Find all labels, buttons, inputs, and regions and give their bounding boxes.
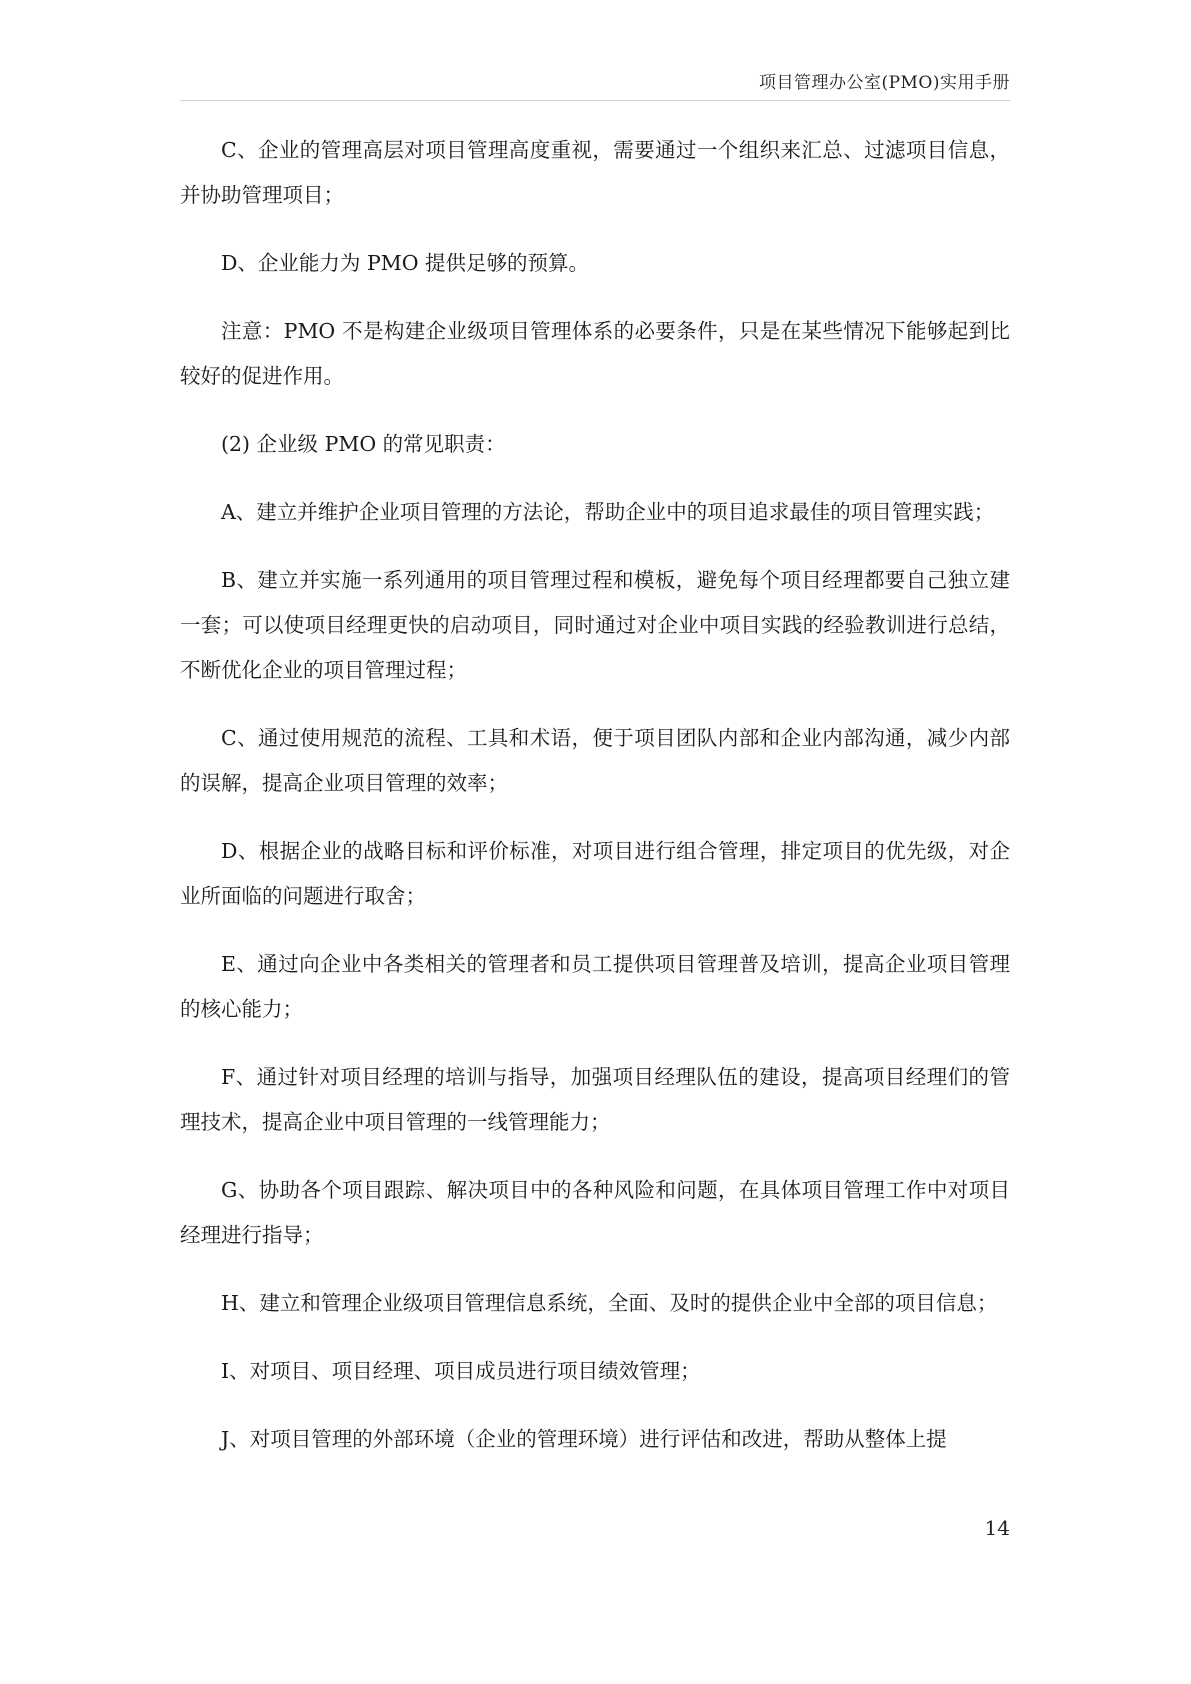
body-text [180, 128, 1010, 1485]
paragraph-c-management-attention: C、企业的管理高层对项目管理高度重视，需要通过一个组织来汇总、过滤项目信息，并协助管理项目； [180, 138, 1010, 207]
page-number: 14 [984, 1516, 1010, 1540]
paragraph-duty-d: D、根据企业的战略目标和评价标准，对项目进行组合管理，排定项目的优先级，对企业所面临的问题进行取舍； [180, 839, 1010, 908]
paragraph-duty-e: E、通过向企业中各类相关的管理者和员工提供项目管理普及培训，提高企业项目管理的核心能力； [180, 952, 1010, 1021]
paragraph-duty-g: G、协助各个项目跟踪、解决项目中的各种风险和问题，在具体项目管理工作中对项目经理进行指导； [180, 1178, 1010, 1247]
paragraph-duty-j: J、对项目管理的外部环境（企业的管理环境）进行评估和改进，帮助从整体上提 [221, 1427, 947, 1451]
paragraph-d-budget: D、企业能力为 PMO 提供足够的预算。 [221, 251, 590, 275]
paragraph-duty-h: H、建立和管理企业级项目管理信息系统，全面、及时的提供企业中全部的项目信息； [221, 1291, 998, 1315]
paragraph-note: 注意：PMO 不是构建企业级项目管理体系的必要条件，只是在某些情况下能够起到比较好的促进作用。 [180, 319, 1010, 388]
paragraph-duty-a: A、建立并维护企业项目管理的方法论，帮助企业中的项目追求最佳的项目管理实践； [221, 500, 995, 524]
section-heading-pmo-duties: (2) 企业级 PMO 的常见职责： [221, 432, 506, 456]
paragraph-duty-b: B、建立并实施一系列通用的项目管理过程和模板，避免每个项目经理都要自己独立建一套；可以使项目经理更快的启动项目，同时通过对企业中项目实践的经验教训进行总结，不断优化企业的项目管理过程； [180, 568, 1010, 682]
running-header: 项目管理办公室(PMO)实用手册 [758, 73, 1010, 93]
paragraph-duty-f: F、通过针对项目经理的培训与指导，加强项目经理队伍的建设，提高项目经理们的管理技术，提高企业中项目管理的一线管理能力； [180, 1065, 1010, 1134]
paragraph-duty-i: I、对项目、项目经理、项目成员进行项目绩效管理； [221, 1359, 701, 1383]
paragraph-duty-c: C、通过使用规范的流程、工具和术语，便于项目团队内部和企业内部沟通，减少内部的误解，提高企业项目管理的效率； [180, 726, 1010, 795]
header-divider [180, 100, 1010, 101]
